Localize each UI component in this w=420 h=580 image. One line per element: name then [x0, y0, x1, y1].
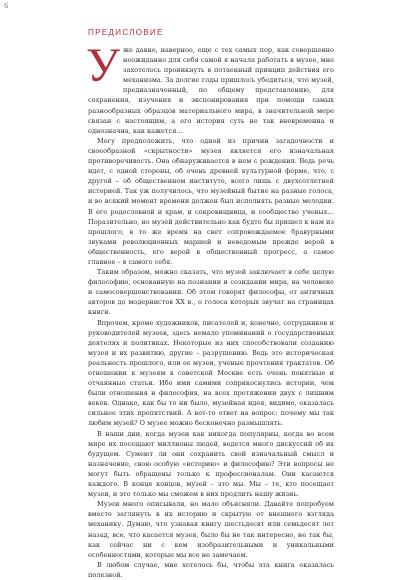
- paragraph: Таким образом, можно сказать, что музей заключает в себе целую философию, основанную на познании и созидании мира, на человеке и самосовершенствовании. Об этом говорят философы, от античных авторов до модернистов XX в., о голоса которых звучат на страницах книги.: [88, 268, 334, 317]
- paragraph: Впрочем, кроме художников, писателей и, конечно, сотрудников и руководителей музеев, здесь немало упоминаний о государственных деятелях и политиках. Некоторые из них способствовали созданию музея и их развитию, другие – разрушению. Ведь это историческая реальность прошлого, или ее музеи, ученые прочтения трактатов. Об отношении к музеям в советской Москве есть очень понятные и отчаянные статьи. Ибо ими самими соприкоснулись истории, чем были отношения и философия, на всех протяжении двух с лишним веков. Однако, как бы то ни было, музейная идея, видимо, оказалась сильнее этих препятствий. А вот-то ответ на вопрос: почему мы так любим музей? О музее можно бесконечно размышлять.: [88, 318, 334, 428]
- chapter-heading: ПРЕДИСЛОВИЕ: [88, 28, 164, 37]
- drop-cap: У: [86, 39, 120, 92]
- paragraph: Могу предположить, что одной из причин загадочности и своеобразной «скрытности» музея является его изначальная противоречивость. Она обнаруживается в нем с рождения. Ведь речь идет, с одной стороны, об очень древней культурной форме, что, с другой – об общественном институте, всего лишь с двухсотлетней историей. Так уж получилось, что музейный бытие на разные голоса, и во всякий момент времени должен был исполнять разные мелодии. В его родословной и храм, и сокровищница, и сообщество ученых… Поразительно, но музей действительно как будто бы пришел к нам из прошлого, в то же время на свет сопровождаемое бравурными звуками революционных маршей и неведомым прежде верой в общественность, его верой в общественный прогресс, а самое главное – в самого себя.: [88, 136, 334, 266]
- paragraph: Музеи много описывали, но мало объясняли. Давайте попробуем вместе заглянуть в их историю и скрытую от внешнего взгляда механику. Думаю, что узнавая книгу шестьдесят или семьдесят лет назад, все, что касается музея, было бы не так интересно, не так бы, как сейчас ни с кем изобразительными и уникальными особенностями, которые мы все не замечаем.: [88, 500, 334, 559]
- body-text: [86, 39, 334, 580]
- paragraph: В любом случае, мне хотелось бы, чтобы эта книга оказалась полезной.: [88, 560, 334, 579]
- paragraph-text: же давно, наверное, еще с тех самых пор, как совершенно неожиданно для себя самой я начала работать в музее, мне захотелось проникнуть в потаенный принцип действия его механизма. За долгие годы пришлось убедиться, что музей, предназначенный, по общему представлению, для сохранения, изучения и экспонирования при помощи самых разнообразных образцов материального мира, в значительной мере связан с настоящим, а его история суть не так вневременна и однозначна, как кажется…: [88, 46, 334, 135]
- page-number: 6: [4, 2, 9, 10]
- paragraph: [86, 39, 334, 136]
- paragraph: В наши дни, когда музеи как никогда популярны, когда во всем мире их посещают миллионы людей, ведется много дискуссий об их будущем. Сумеют ли они сохранить свой изначальный смысл и назначение, свою особую «историю» и философию? Эти вопросы не могут быть обращены только к профессионалам. Они касаются каждого. В конце концов, музей – это мы. Мы – те, кто посещает музеи, и это только мы сможем в них продлить нашу жизнь.: [88, 429, 334, 499]
